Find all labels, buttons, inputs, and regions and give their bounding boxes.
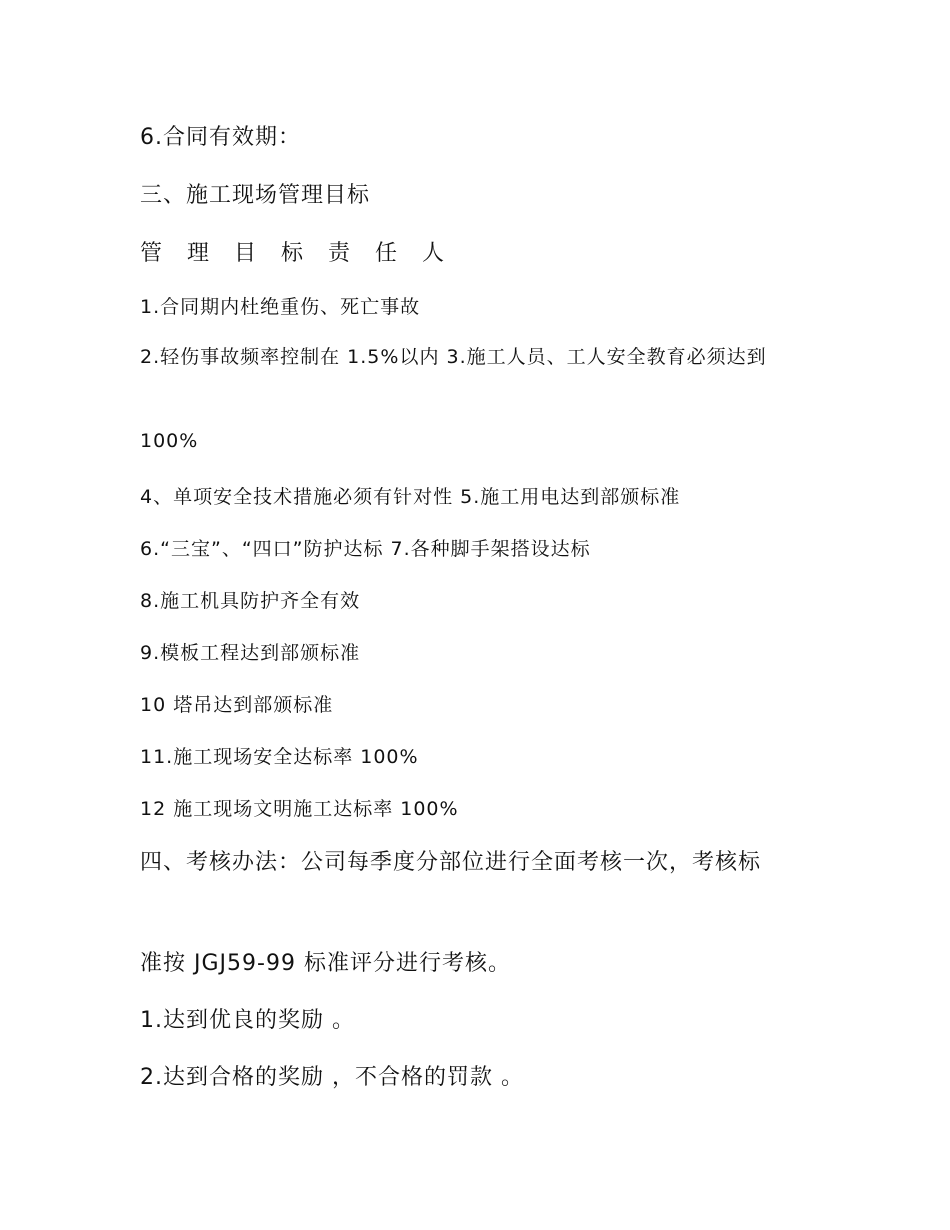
reward-qualified-penalty-line: 2.达到合格的奖励 ，不合格的罚款 。 [140, 1065, 524, 1090]
goal-item-1: 1.合同期内杜绝重伤、死亡事故 [140, 296, 421, 318]
goal-responsibility-header: 管 理 目 标 责 任 人 [140, 241, 453, 266]
goal-item-2-3: 2.轻伤事故频率控制在 1.5%以内 3.施工人员、工人安全教育必须达到 [140, 346, 767, 368]
goal-item-3-continued: 100% [140, 430, 199, 452]
reward-excellent-line: 1.达到优良的奖励 。 [140, 1008, 355, 1033]
goal-item-10: 10 塔吊达到部颁标准 [140, 694, 334, 716]
section-three-heading: 三、施工现场管理目标 [140, 183, 371, 208]
goal-item-6-7: 6.“三宝”、“四口”防护达标 7.各种脚手架搭设达标 [140, 538, 591, 560]
goal-item-11: 11.施工现场安全达标率 100% [140, 746, 419, 768]
goal-item-4-5: 4、单项安全技术措施必须有针对性 5.施工用电达到部颁标准 [140, 486, 681, 508]
goal-item-8: 8.施工机具防护齐全有效 [140, 590, 361, 612]
goal-item-12: 12 施工现场文明施工达标率 100% [140, 798, 459, 820]
assessment-standard-line: 准按 JGJ59-99 标准评分进行考核。 [140, 951, 511, 976]
section-four-assessment: 四、考核办法：公司每季度分部位进行全面考核一次，考核标 [140, 850, 762, 875]
goal-item-9: 9.模板工程达到部颁标准 [140, 642, 361, 664]
contract-validity-line: 6.合同有效期： [140, 125, 301, 150]
